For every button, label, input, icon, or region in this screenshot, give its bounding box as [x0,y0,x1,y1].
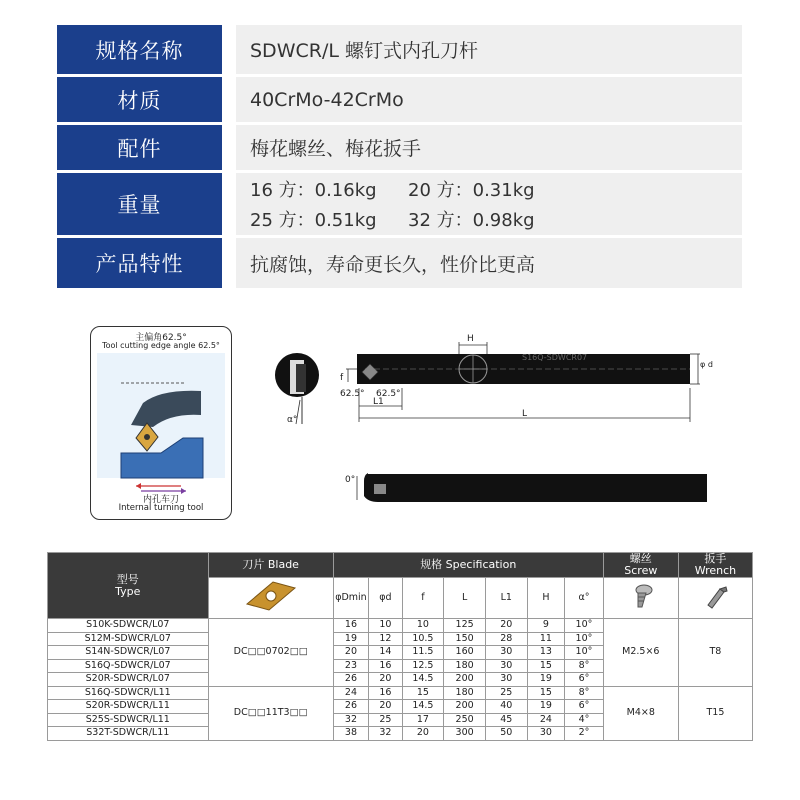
type-cell: S10K-SDWCR/L07 [48,619,209,633]
spec-value-cell: 28 [485,632,527,646]
type-cell: S20R-SDWCR/L07 [48,673,209,687]
type-header: 型号 Type [48,553,209,619]
spec-value-cell: 32 [369,727,402,741]
type-cell: S12M-SDWCR/L07 [48,632,209,646]
col-L: L [444,578,486,619]
spec-value-cell: 2° [565,727,604,741]
spec-header: 规格 Specification [333,553,603,578]
zero-degree-label: 0° [345,475,356,485]
spec-value-cell: 24 [333,686,368,700]
type-cell: S14N-SDWCR/L07 [48,646,209,660]
weight-32: 32 方：0.98kg [408,210,535,231]
tool-diagram [0,300,800,530]
model-body [48,619,753,741]
wrench-image [678,578,752,619]
spec-value-cell: 38 [333,727,368,741]
spec-value-cell: 26 [333,700,368,714]
screw-image [603,578,678,619]
screw-cell: M2.5×6 [603,619,678,687]
spec-value-cell: 30 [485,646,527,660]
card-title-cn: 主偏角62.5° [135,333,187,343]
spec-value-cell: 15 [402,686,444,700]
insert-image [208,578,333,619]
card-caption-en: Internal turning tool [118,503,204,513]
spec-value-cell: 14.5 [402,673,444,687]
spec-value-cell: 14 [369,646,402,660]
spec-value-cell: 20 [369,673,402,687]
spec-row-name [57,25,742,74]
spec-value-cell: 11 [527,632,565,646]
angle-right: 62.5° [376,389,401,399]
spec-value-cell: 300 [444,727,486,741]
spec-value-cell: 20 [369,700,402,714]
spec-value-cell: 6° [565,700,604,714]
spec-value-cell: 19 [333,632,368,646]
spec-value-cell: 19 [527,673,565,687]
type-cell: S32T-SDWCR/L11 [48,727,209,741]
spec-value-cell: 50 [485,727,527,741]
weight-grid [250,176,568,232]
spec-value-cell: 17 [402,713,444,727]
table-header-row [48,553,753,578]
spec-value-cell: 180 [444,659,486,673]
schematic-card [90,326,232,520]
spec-value-cell: 16 [333,619,368,633]
blade-cell: DC□□11T3□□ [208,686,333,740]
dim-f: f [340,373,344,383]
col-L1: L1 [485,578,527,619]
col-d: φd [369,578,402,619]
spec-value-cell: 16 [369,659,402,673]
spec-value: 梅花螺丝、梅花扳手 [236,125,742,170]
spec-value: 抗腐蚀，寿命更长久，性价比更高 [236,238,742,288]
spec-value-cell: 30 [527,727,565,741]
spec-value: SDWCR/L 螺钉式内孔刀杆 [236,25,742,74]
schematic-illustration [91,353,231,503]
spec-value-cell: 40 [485,700,527,714]
type-cell: S16Q-SDWCR/L11 [48,686,209,700]
spec-value-cell: 8° [565,659,604,673]
col-H: H [527,578,565,619]
wrench-cell: T8 [678,619,752,687]
spec-value-cell: 4° [565,713,604,727]
card-title-en: Tool cutting edge angle 62.5° [102,341,220,350]
spec-value-cell: 10 [402,619,444,633]
model-table [47,552,753,741]
type-cell: S20R-SDWCR/L11 [48,700,209,714]
spec-table [57,25,742,291]
blade-header: 刀片 Blade [208,553,333,578]
spec-value-cell: 25 [369,713,402,727]
col-f: f [402,578,444,619]
spec-value: 40CrMo-42CrMo [236,77,742,122]
spec-value-cell: 45 [485,713,527,727]
spec-value-cell: 13 [527,646,565,660]
dim-d: φ d [700,360,713,369]
spec-value-cell: 32 [333,713,368,727]
wrench-header: 扳手 Wrench [678,553,752,578]
card-caption-cn: 内孔车刀 [142,495,179,505]
spec-value-cell: 8° [565,686,604,700]
spec-value-cell: 24 [527,713,565,727]
weight-25: 25 方：0.51kg [250,210,377,231]
dim-L: L [522,409,528,419]
spec-value-cell: 10° [565,619,604,633]
table-row [48,686,753,700]
screw-header: 螺丝 Screw [603,553,678,578]
spec-value-cell: 20 [333,646,368,660]
blade-cell: DC□□0702□□ [208,619,333,687]
spec-value-cell: 20 [402,727,444,741]
spec-value-cell: 250 [444,713,486,727]
type-cell: S25S-SDWCR/L11 [48,713,209,727]
spec-value-cell: 10 [369,619,402,633]
bar-marking: S16Q-SDWCR07 [522,353,588,362]
spec-value-cell: 15 [527,686,565,700]
wrench-icon [700,581,730,611]
spec-value-cell: 11.5 [402,646,444,660]
spec-row-features [57,238,742,288]
type-cell: S16Q-SDWCR/L07 [48,659,209,673]
spec-value-cell: 19 [527,700,565,714]
alpha-label-left: α° [287,415,298,425]
spec-value-cell: 10° [565,646,604,660]
spec-value-cell: 160 [444,646,486,660]
spec-label: 重量 [57,173,222,235]
spec-value-cell: 23 [333,659,368,673]
spec-value-cell: 12 [369,632,402,646]
spec-value-cell: 30 [485,659,527,673]
dim-L1: L1 [373,397,384,407]
spec-value-cell: 14.5 [402,700,444,714]
spec-value-cell: 20 [485,619,527,633]
spec-label: 材质 [57,77,222,122]
dim-H: H [467,334,474,344]
spec-value-cell: 180 [444,686,486,700]
spec-value-cell: 10° [565,632,604,646]
spec-value-cell: 9 [527,619,565,633]
spec-value-cell: 10.5 [402,632,444,646]
spec-label: 配件 [57,125,222,170]
col-dmin: φDmin [333,578,368,619]
screw-icon [626,581,656,611]
spec-label: 产品特性 [57,238,222,288]
col-alpha: α° [565,578,604,619]
spec-value-cell: 30 [485,673,527,687]
spec-value-cell: 12.5 [402,659,444,673]
spec-value-cell: 200 [444,673,486,687]
spec-row-material [57,77,742,122]
spec-value-cell: 25 [485,686,527,700]
spec-value-cell: 6° [565,673,604,687]
screw-cell: M4×8 [603,686,678,740]
wrench-cell: T15 [678,686,752,740]
spec-row-weight [57,173,742,235]
spec-value-cell: 150 [444,632,486,646]
weight-16: 16 方：0.16kg [250,180,377,201]
bar-drawing [260,300,720,520]
spec-value [236,173,742,235]
spec-label: 规格名称 [57,25,222,74]
spec-value-cell: 200 [444,700,486,714]
weight-20: 20 方：0.31kg [408,180,535,201]
spec-value-cell: 125 [444,619,486,633]
spec-value-cell: 15 [527,659,565,673]
spec-value-cell: 26 [333,673,368,687]
spec-row-accessories [57,125,742,170]
angle-left: 62.5° [340,389,365,399]
spec-value-cell: 16 [369,686,402,700]
insert-icon [241,578,301,614]
table-row [48,619,753,633]
